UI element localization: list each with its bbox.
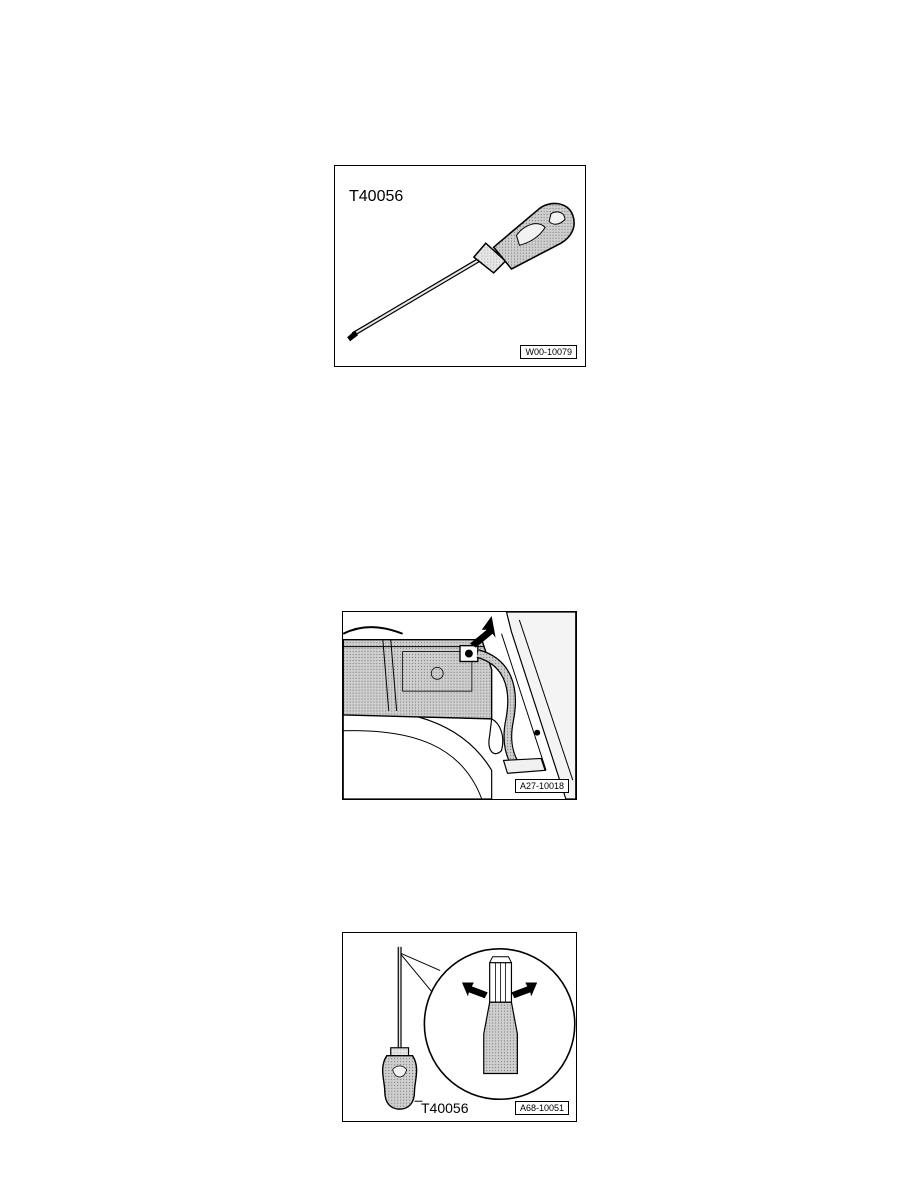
figure-battery-terminal [342,611,577,800]
figure-code: A27-10018 [515,779,569,793]
figure-code: A68-10051 [515,1101,569,1115]
battery-terminal-icon [343,612,576,799]
figure-code: W00-10079 [520,345,577,359]
screwdriver-bit-detail-icon [343,933,576,1121]
figure-bit-detail [342,932,577,1122]
figure-screwdriver [334,165,586,367]
tool-label: T40056 [421,1100,469,1116]
tool-label: T40056 [349,188,404,205]
